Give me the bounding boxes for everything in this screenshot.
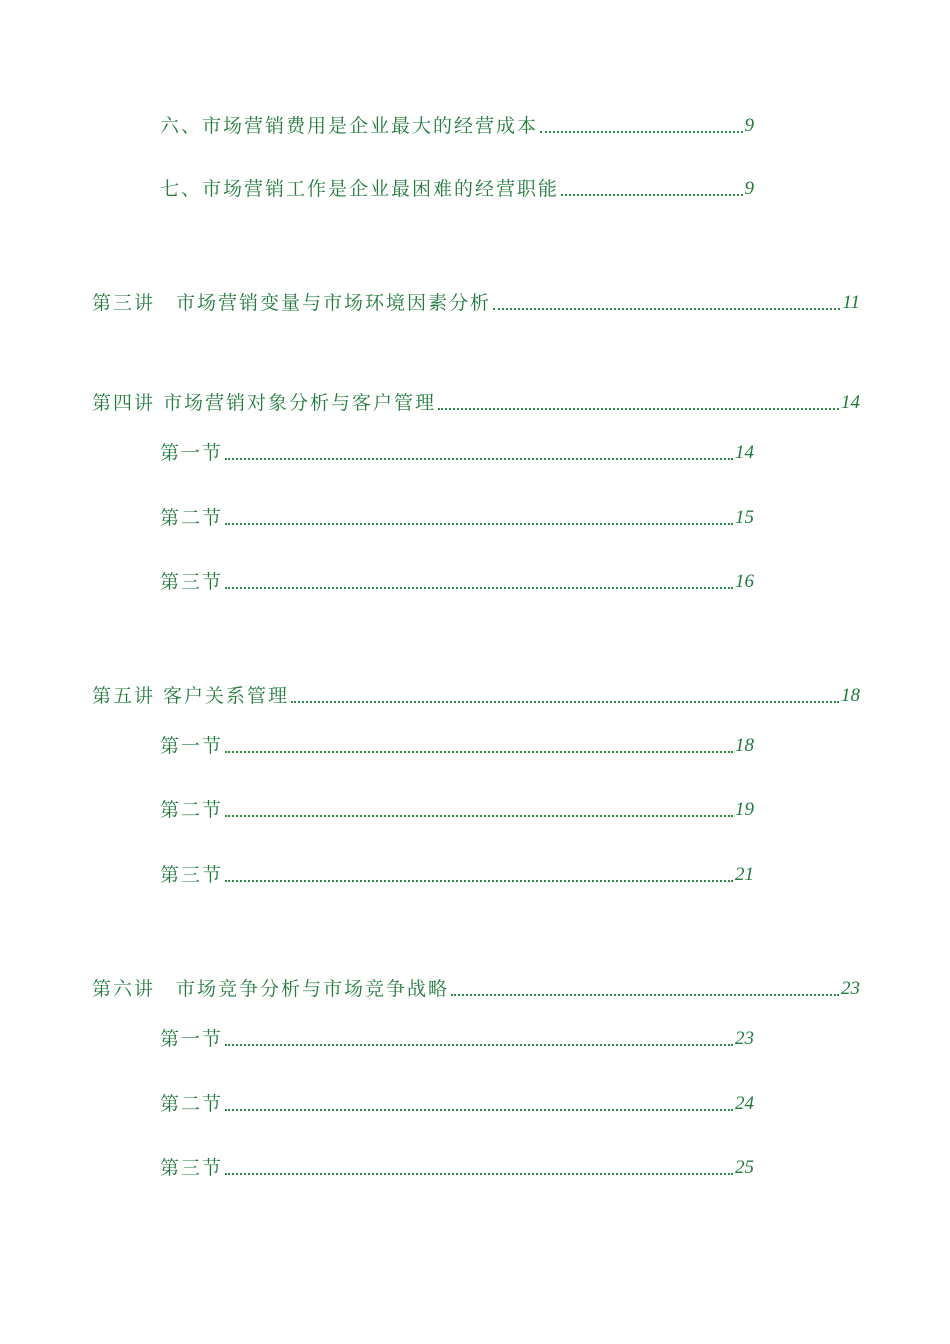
toc-entry-title: 第四讲 市场营销对象分析与客户管理	[92, 392, 437, 414]
toc-entry-page: 23	[735, 1028, 754, 1049]
toc-entry-title: 六、市场营销费用是企业最大的经营成本	[160, 115, 539, 137]
toc-entry-page: 16	[735, 571, 754, 592]
toc-entry-page: 14	[735, 442, 754, 463]
toc-entry-title: 第二节	[160, 799, 224, 821]
toc-entry-page: 9	[744, 115, 754, 136]
toc-dot-leader	[225, 458, 733, 460]
toc-entry-page: 18	[841, 685, 860, 706]
toc-entry-lecture[interactable]	[92, 977, 860, 1001]
toc-dot-leader	[225, 751, 733, 753]
toc-dot-leader	[225, 587, 733, 589]
toc-entry-title: 第三节	[160, 864, 224, 886]
toc-entry-section[interactable]	[160, 734, 754, 758]
toc-entry-page: 21	[735, 864, 754, 885]
toc-dot-leader	[225, 1173, 733, 1175]
toc-entry-page: 24	[735, 1093, 754, 1114]
toc-entry-section[interactable]	[160, 1027, 754, 1051]
toc-dot-leader	[225, 523, 733, 525]
toc-entry-page: 9	[744, 178, 754, 199]
toc-entry-section[interactable]	[160, 1092, 754, 1116]
toc-entry-page: 15	[735, 507, 754, 528]
toc-entry-section[interactable]	[160, 1156, 754, 1180]
toc-dot-leader	[451, 994, 839, 996]
toc-entry-section[interactable]	[160, 506, 754, 530]
toc-entry-section[interactable]	[160, 114, 754, 138]
toc-entry-lecture[interactable]	[92, 391, 860, 415]
toc-entry-page: 14	[841, 392, 860, 413]
toc-entry-page: 19	[735, 799, 754, 820]
toc-entry-section[interactable]	[160, 441, 754, 465]
toc-entry-lecture[interactable]	[92, 291, 860, 315]
toc-dot-leader	[225, 880, 733, 882]
toc-dot-leader	[291, 701, 839, 703]
toc-dot-leader	[438, 408, 839, 410]
toc-dot-leader	[225, 1109, 733, 1111]
toc-entry-title: 七、市场营销工作是企业最困难的经营职能	[160, 178, 560, 200]
toc-entry-title: 第一节	[160, 735, 224, 757]
toc-dot-leader	[561, 194, 742, 196]
toc-entry-page: 11	[842, 292, 860, 313]
toc-entry-title: 第六讲 市场竞争分析与市场竞争战略	[92, 978, 450, 1000]
toc-entry-title: 第二节	[160, 507, 224, 529]
toc-dot-leader	[540, 131, 742, 133]
toc-entry-page: 23	[841, 978, 860, 999]
toc-entry-title: 第一节	[160, 1028, 224, 1050]
toc-entry-lecture[interactable]	[92, 684, 860, 708]
toc-entry-section[interactable]	[160, 177, 754, 201]
toc-entry-title: 第三节	[160, 1157, 224, 1179]
toc-entry-page: 25	[735, 1157, 754, 1178]
toc-dot-leader	[493, 308, 840, 310]
toc-entry-page: 18	[735, 735, 754, 756]
toc-entry-title: 第五讲 客户关系管理	[92, 685, 290, 707]
toc-entry-title: 第三讲 市场营销变量与市场环境因素分析	[92, 292, 492, 314]
toc-entry-section[interactable]	[160, 570, 754, 594]
toc-entry-section[interactable]	[160, 798, 754, 822]
toc-entry-section[interactable]	[160, 863, 754, 887]
toc-entry-title: 第三节	[160, 571, 224, 593]
toc-entry-title: 第二节	[160, 1093, 224, 1115]
toc-entry-title: 第一节	[160, 442, 224, 464]
toc-dot-leader	[225, 1044, 733, 1046]
toc-dot-leader	[225, 815, 733, 817]
